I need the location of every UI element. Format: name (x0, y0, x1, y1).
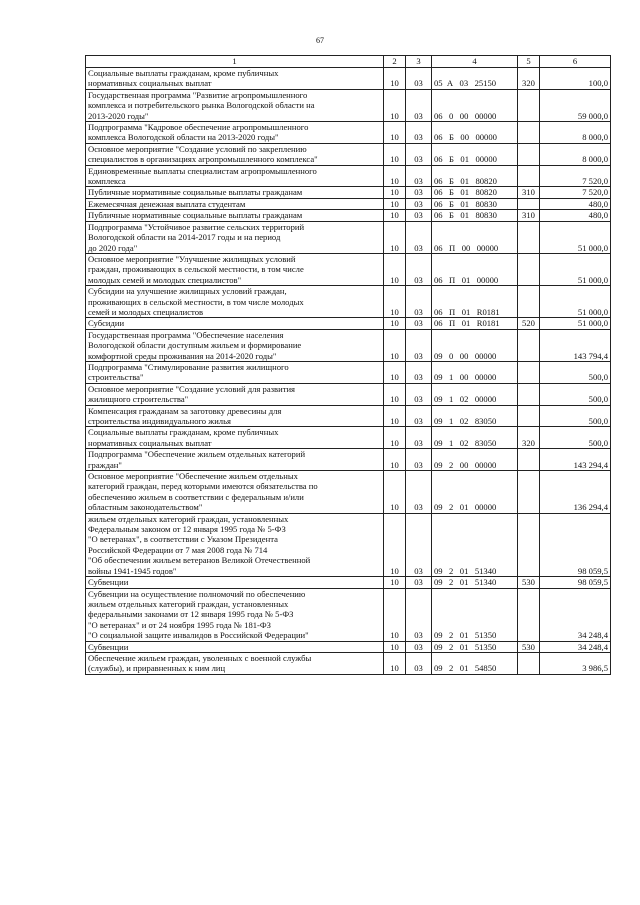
table-row (86, 122, 611, 144)
section-code: 10 (384, 329, 406, 361)
table-row (86, 187, 611, 198)
expense-type-code (518, 122, 540, 144)
expense-type-code: 530 (518, 641, 540, 652)
target-article-code: 06 Б 01 80830 (432, 210, 518, 221)
subsection-code: 03 (406, 449, 432, 471)
table-row (86, 588, 611, 641)
table-row (86, 221, 611, 253)
expense-type-code (518, 471, 540, 514)
row-description (86, 89, 384, 121)
expense-type-code (518, 165, 540, 187)
amount: 34 248,4 (540, 588, 611, 641)
header-cell: 5 (518, 56, 540, 68)
target-article-code: 06 Б 01 80820 (432, 165, 518, 187)
expense-type-code (518, 449, 540, 471)
header-cell: 4 (432, 56, 518, 68)
description-line: Основное мероприятие "Создание условий по закреплению (88, 143, 307, 154)
description-line: Социальные выплаты гражданам, кроме публичных (88, 427, 279, 438)
table-row (86, 89, 611, 121)
expense-type-code (518, 588, 540, 641)
subsection-code: 03 (406, 89, 432, 121)
target-article-code: 06 Б 00 00000 (432, 122, 518, 144)
row-description (86, 198, 384, 209)
row-description (86, 122, 384, 144)
row-description (86, 449, 384, 471)
expense-type-code: 520 (518, 318, 540, 329)
amount: 3 986,5 (540, 652, 611, 674)
target-article-code: 09 1 02 83050 (432, 427, 518, 449)
subsection-code: 03 (406, 513, 432, 576)
description-line: Обеспечение жильем граждан, уволенных с военной службы (88, 652, 312, 663)
expense-type-code: 310 (518, 187, 540, 198)
description-line: Основное мероприятие "Улучшение жилищных условий (88, 253, 296, 264)
section-code: 10 (384, 286, 406, 318)
amount: 7 520,0 (540, 187, 611, 198)
amount: 98 059,5 (540, 577, 611, 588)
section-code: 10 (384, 253, 406, 285)
target-article-code: 06 П 01 R0181 (432, 286, 518, 318)
subsection-code: 03 (406, 68, 432, 90)
expense-type-code (518, 286, 540, 318)
subsection-code: 03 (406, 329, 432, 361)
subsection-code: 03 (406, 122, 432, 144)
section-code: 10 (384, 427, 406, 449)
expense-type-code (518, 143, 540, 165)
table-row (86, 383, 611, 405)
target-article-code: 06 П 01 00000 (432, 253, 518, 285)
amount: 51 000,0 (540, 221, 611, 253)
target-article-code: 06 Б 01 80830 (432, 198, 518, 209)
header-cell: 1 (86, 56, 384, 68)
description-line: молодых семей и молодых специалистов" (88, 274, 242, 285)
description-line: обеспечению жильем в соответствии с федеральным и/или (88, 491, 304, 502)
description-line: Государственная программа "Обеспечение населения (88, 329, 284, 340)
table-row (86, 652, 611, 674)
section-code: 10 (384, 471, 406, 514)
table-row (86, 165, 611, 187)
row-description (86, 577, 384, 588)
description-line: Подпрограмма "Кадровое обеспечение агропромышленного (88, 122, 309, 133)
description-line: "О ветеранах" и от 24 ноября 1995 года № 181-ФЗ (88, 619, 271, 630)
description-line: 2013-2020 годы" (88, 110, 149, 121)
expense-type-code (518, 221, 540, 253)
description-line: Основное мероприятие "Обеспечение жильем отдельных (88, 471, 298, 482)
subsection-code: 03 (406, 361, 432, 383)
table-row (86, 449, 611, 471)
expense-type-code (518, 652, 540, 674)
subsection-code: 03 (406, 427, 432, 449)
description-line: Подпрограмма "Устойчивое развитие сельских территорий (88, 221, 305, 232)
description-line: (службы), и приравненных к ним лиц (88, 663, 226, 674)
description-line: проживающих в сельской местности, в том числе молодых (88, 296, 304, 307)
description-line: "О социальной защите инвалидов в Российской Федерации" (88, 630, 309, 641)
section-code: 10 (384, 122, 406, 144)
amount: 59 000,0 (540, 89, 611, 121)
description-line: Российской Федерации от 7 мая 2008 года № 714 (88, 544, 268, 555)
amount: 100,0 (540, 68, 611, 90)
expense-type-code (518, 383, 540, 405)
amount: 51 000,0 (540, 253, 611, 285)
subsection-code: 03 (406, 471, 432, 514)
amount: 51 000,0 (540, 286, 611, 318)
amount: 500,0 (540, 405, 611, 427)
section-code: 10 (384, 210, 406, 221)
description-line: до 2020 года" (88, 242, 138, 253)
description-line: войны 1941-1945 годов" (88, 565, 177, 576)
section-code: 10 (384, 187, 406, 198)
description-line: нормативных социальных выплат (88, 437, 212, 448)
row-description (86, 652, 384, 674)
description-line: строительства индивидуального жилья (88, 416, 231, 426)
section-code: 10 (384, 577, 406, 588)
description-line: Государственная программа "Развитие агропромышленного (88, 89, 308, 100)
row-description (86, 471, 384, 514)
target-article-code: 09 2 01 51350 (432, 588, 518, 641)
amount: 143 794,4 (540, 329, 611, 361)
section-code: 10 (384, 588, 406, 641)
section-code: 10 (384, 652, 406, 674)
expense-type-code (518, 361, 540, 383)
subsection-code: 03 (406, 198, 432, 209)
description-line: комплекса (88, 176, 126, 187)
table-row (86, 198, 611, 209)
description-line: Единовременные выплаты специалистам агропромышленного (88, 165, 317, 176)
amount: 143 294,4 (540, 449, 611, 471)
amount: 51 000,0 (540, 318, 611, 329)
subsection-code: 03 (406, 187, 432, 198)
amount: 98 059,5 (540, 513, 611, 576)
section-code: 10 (384, 361, 406, 383)
row-description (86, 253, 384, 285)
description-line: граждан" (88, 459, 122, 470)
row-description (86, 143, 384, 165)
table-row (86, 253, 611, 285)
amount: 500,0 (540, 383, 611, 405)
row-description (86, 187, 384, 198)
description-line: Субвенции на осуществление полномочий по обеспечению (88, 588, 306, 599)
amount: 136 294,4 (540, 471, 611, 514)
row-description (86, 318, 384, 329)
row-description (86, 588, 384, 641)
row-description (86, 286, 384, 318)
subsection-code: 03 (406, 253, 432, 285)
amount: 500,0 (540, 361, 611, 383)
target-article-code: 09 1 02 83050 (432, 405, 518, 427)
target-article-code: 09 2 01 51350 (432, 641, 518, 652)
description-line: Ежемесячная денежная выплата студентам (88, 198, 246, 209)
expense-type-code (518, 513, 540, 576)
section-code: 10 (384, 165, 406, 187)
row-description (86, 405, 384, 427)
target-article-code: 06 Б 01 00000 (432, 143, 518, 165)
target-article-code: 09 2 01 51340 (432, 577, 518, 588)
description-line: граждан, проживающих в сельской местности, в том числе (88, 264, 304, 275)
description-line: жильем отдельных категорий граждан, установленных (88, 513, 289, 524)
target-article-code: 06 П 01 R0181 (432, 318, 518, 329)
amount: 500,0 (540, 427, 611, 449)
description-line: федеральными законами от 12 января 1995 года № 5-ФЗ (88, 609, 294, 620)
description-line: специалистов в организациях агропромышленного комплекса" (88, 154, 318, 165)
row-description (86, 165, 384, 187)
description-line: комфортной среды проживания на 2014-2020 годы" (88, 350, 277, 361)
section-code: 10 (384, 198, 406, 209)
amount: 480,0 (540, 198, 611, 209)
target-article-code: 09 0 00 00000 (432, 329, 518, 361)
description-line: Подпрограмма "Обеспечение жильем отдельных категорий (88, 449, 306, 460)
subsection-code: 03 (406, 286, 432, 318)
table-row (86, 405, 611, 427)
target-article-code: 09 1 02 00000 (432, 383, 518, 405)
table-row (86, 329, 611, 361)
table-row (86, 577, 611, 588)
subsection-code: 03 (406, 383, 432, 405)
table-row (86, 471, 611, 514)
description-line: Компенсация гражданам за заготовку древесины для (88, 405, 282, 416)
expense-type-code: 320 (518, 427, 540, 449)
page-number: 67 (316, 36, 324, 45)
section-code: 10 (384, 143, 406, 165)
table-row (86, 641, 611, 652)
expense-type-code (518, 198, 540, 209)
description-line: областным законодательством" (88, 502, 203, 513)
description-line: Субвенции (88, 641, 129, 652)
row-description (86, 210, 384, 221)
description-line: "О ветеранах", в соответствии с Указом Президента (88, 534, 278, 545)
expense-type-code: 320 (518, 68, 540, 90)
subsection-code: 03 (406, 210, 432, 221)
header-row (86, 56, 611, 68)
description-line: Вологодской области доступным жильем и формирование (88, 340, 302, 351)
description-line: Социальные выплаты гражданам, кроме публичных (88, 68, 279, 78)
subsection-code: 03 (406, 143, 432, 165)
description-line: комплекса и потребительского рынка Вологодской области на (88, 100, 315, 111)
description-line: жильем отдельных категорий граждан, установленных (88, 598, 289, 609)
section-code: 10 (384, 641, 406, 652)
section-code: 10 (384, 68, 406, 90)
target-article-code: 06 Б 01 80820 (432, 187, 518, 198)
description-line: комплекса Вологодской области на 2013-2020 годы" (88, 132, 279, 143)
description-line: Публичные нормативные социальные выплаты гражданам (88, 210, 303, 221)
expense-type-code: 310 (518, 210, 540, 221)
description-line: строительства" (88, 372, 144, 383)
amount: 8 000,0 (540, 122, 611, 144)
header-cell: 2 (384, 56, 406, 68)
expense-type-code: 530 (518, 577, 540, 588)
row-description (86, 383, 384, 405)
subsection-code: 03 (406, 165, 432, 187)
expense-type-code (518, 405, 540, 427)
description-line: Федеральным законом от 12 января 1995 года № 5-ФЗ (88, 524, 286, 535)
amount: 34 248,4 (540, 641, 611, 652)
description-line: нормативных социальных выплат (88, 78, 212, 89)
expense-type-code (518, 253, 540, 285)
row-description (86, 221, 384, 253)
target-article-code: 09 2 00 00000 (432, 449, 518, 471)
subsection-code: 03 (406, 318, 432, 329)
description-line: Подпрограмма "Стимулирование развития жилищного (88, 361, 289, 372)
expense-type-code (518, 329, 540, 361)
amount: 7 520,0 (540, 165, 611, 187)
header-cell: 6 (540, 56, 611, 68)
subsection-code: 03 (406, 577, 432, 588)
description-line: Публичные нормативные социальные выплаты гражданам (88, 187, 303, 198)
budget-table (85, 55, 611, 675)
description-line: жилищного строительства" (88, 394, 189, 405)
table-row (86, 427, 611, 449)
target-article-code: 06 0 00 00000 (432, 89, 518, 121)
table-row (86, 318, 611, 329)
section-code: 10 (384, 449, 406, 471)
section-code: 10 (384, 383, 406, 405)
description-line: семей и молодых специалистов (88, 306, 204, 317)
expense-type-code (518, 89, 540, 121)
table-row (86, 286, 611, 318)
subsection-code: 03 (406, 405, 432, 427)
subsection-code: 03 (406, 588, 432, 641)
section-code: 10 (384, 405, 406, 427)
table-row (86, 361, 611, 383)
description-line: Основное мероприятие "Создание условий для развития (88, 383, 296, 394)
description-line: "Об обеспечении жильем ветеранов Великой Отечественной (88, 555, 311, 566)
target-article-code: 09 2 01 00000 (432, 471, 518, 514)
amount: 480,0 (540, 210, 611, 221)
row-description (86, 427, 384, 449)
description-line: Субсидии (88, 318, 125, 329)
row-description (86, 641, 384, 652)
description-line: Субсидии на улучшение жилищных условий граждан, (88, 286, 287, 297)
subsection-code: 03 (406, 641, 432, 652)
section-code: 10 (384, 221, 406, 253)
section-code: 10 (384, 318, 406, 329)
description-line: Вологодской области на 2014-2017 годы и на период (88, 232, 281, 243)
table-row (86, 68, 611, 90)
subsection-code: 03 (406, 221, 432, 253)
row-description (86, 329, 384, 361)
description-line: Субвенции (88, 577, 129, 588)
amount: 8 000,0 (540, 143, 611, 165)
target-article-code: 09 2 01 54850 (432, 652, 518, 674)
target-article-code: 09 1 00 00000 (432, 361, 518, 383)
target-article-code: 05 А 03 25150 (432, 68, 518, 90)
section-code: 10 (384, 89, 406, 121)
table-row (86, 143, 611, 165)
row-description (86, 68, 384, 90)
target-article-code: 09 2 01 51340 (432, 513, 518, 576)
table-row (86, 210, 611, 221)
header-cell: 3 (406, 56, 432, 68)
row-description (86, 361, 384, 383)
description-line: категорий граждан, перед которыми имеются обязательства по (88, 481, 318, 492)
section-code: 10 (384, 513, 406, 576)
subsection-code: 03 (406, 652, 432, 674)
row-description (86, 513, 384, 576)
table-row (86, 513, 611, 576)
target-article-code: 06 П 00 00000 (432, 221, 518, 253)
